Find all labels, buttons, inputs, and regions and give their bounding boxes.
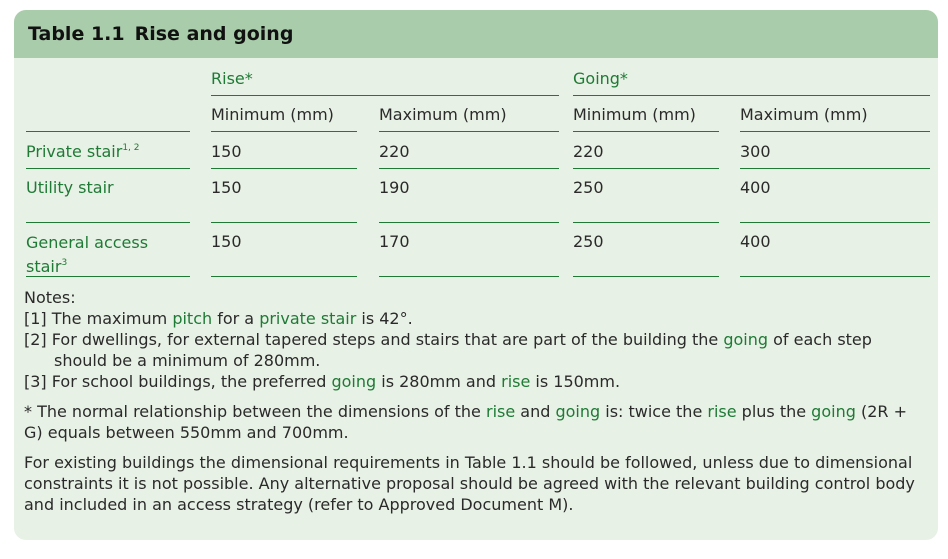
table-panel [14,10,938,540]
rule-row3-col2 [379,276,559,277]
rule-row2-col1 [211,222,357,223]
note-3-term-going: going [331,372,377,391]
note-3-number: [3] [24,372,47,391]
note-star-text-a: * The normal relationship between the dimensions of the [24,402,486,421]
rule-rise-group [211,95,559,96]
cell-general-going-max: 400 [740,232,771,251]
note-3-text-b: is 280mm and [376,372,502,391]
row-label-general-access-stair [26,232,148,277]
rule-row1-col2 [379,168,559,169]
row-label-general-access-line2-text: stair [26,257,62,276]
rule-going-group [573,95,930,96]
note-3 [24,371,929,392]
rule-header-col1 [211,131,357,132]
row-label-private-stair-text: Private stair [26,142,123,161]
rule-row1-col0 [26,168,190,169]
row-label-private-stair-sup: 1, 2 [122,143,140,153]
note-existing-buildings: For existing buildings the dimensional requirements in Table 1.1 should be followed, unless due to dimensional constraints it is not possible. Any alternative proposal should be agreed with the relevant building control body and included in an access strategy (refer to Approved Document M). [24,453,915,514]
cell-utility-going-max: 400 [740,178,771,197]
cell-private-going-max: 300 [740,142,771,161]
rule-row2-col2 [379,222,559,223]
note-3-text-a: For school buildings, the preferred [51,372,332,391]
rule-row1-col3 [573,168,719,169]
cell-private-rise-min: 150 [211,142,242,161]
cell-utility-rise-max: 190 [379,178,410,197]
note-star-term-rise-2: rise [707,402,737,421]
subheader-rise-max: Maximum (mm) [379,105,507,124]
rule-row3-col4 [740,276,930,277]
group-header-going: Going* [573,69,628,88]
rule-row3-col3 [573,276,719,277]
note-1-term-pitch: pitch [172,309,213,328]
cell-general-rise-min: 150 [211,232,242,251]
rule-row2-col3 [573,222,719,223]
note-star-term-rise-1: rise [485,402,516,421]
note-star-text-d: plus the [736,402,812,421]
note-star-term-going-1: going [555,402,601,421]
subheader-rise-min: Minimum (mm) [211,105,334,124]
note-1 [24,308,929,329]
rule-header-col0 [26,131,190,132]
table-title [14,10,938,58]
cell-general-rise-max: 170 [379,232,410,251]
cell-private-going-min: 220 [573,142,604,161]
row-label-utility-stair: Utility stair [26,178,114,197]
note-3-text-c: is 150mm. [530,372,621,391]
notes-heading: Notes: [24,288,76,307]
row-label-private-stair [26,142,140,161]
note-star-text-c: is: twice the [600,402,708,421]
note-2-term-going: going [723,330,769,349]
rule-row2-col0 [26,222,190,223]
table-title-text: Rise and going [134,23,294,45]
subheader-going-max: Maximum (mm) [740,105,868,124]
note-2 [24,329,929,371]
row-label-general-access-sup: 3 [61,258,68,268]
note-star-text-e: (2R + G) equals between 550mm and 700mm. [24,402,907,442]
rule-row1-col1 [211,168,357,169]
note-1-term-private-stair: private stair [259,309,357,328]
cell-utility-going-min: 250 [573,178,604,197]
note-2-text-a: For dwellings, for external tapered steps and stairs that are part of the building the [51,330,724,349]
rule-header-col4 [740,131,930,132]
rule-row3-col1 [211,276,357,277]
note-3-term-rise: rise [501,372,531,391]
note-star [24,401,929,443]
note-star-term-going-2: going [811,402,856,421]
cell-private-rise-max: 220 [379,142,410,161]
cell-general-going-min: 250 [573,232,604,251]
rule-header-col2 [379,131,559,132]
note-2-number: [2] [24,330,47,349]
row-label-general-access-line1: General access [26,233,149,252]
rule-row3-col0 [26,276,190,277]
note-star-text-b: and [515,402,556,421]
note-1-text-a: The maximum [51,309,173,328]
rule-row1-col4 [740,168,930,169]
subheader-going-min: Minimum (mm) [573,105,696,124]
cell-utility-rise-min: 150 [211,178,242,197]
rule-header-col3 [573,131,719,132]
notes-section [24,287,929,515]
note-1-number: [1] [24,309,47,328]
table-number: Table 1.1 [28,23,125,45]
row-label-general-access-line2 [26,253,148,277]
group-header-rise: Rise* [211,69,253,88]
note-1-text-c: is 42°. [356,309,413,328]
note-2-text-b: of each step should be a minimum of 280mm. [54,330,872,370]
rule-row2-col4 [740,222,930,223]
note-1-text-b: for a [212,309,260,328]
